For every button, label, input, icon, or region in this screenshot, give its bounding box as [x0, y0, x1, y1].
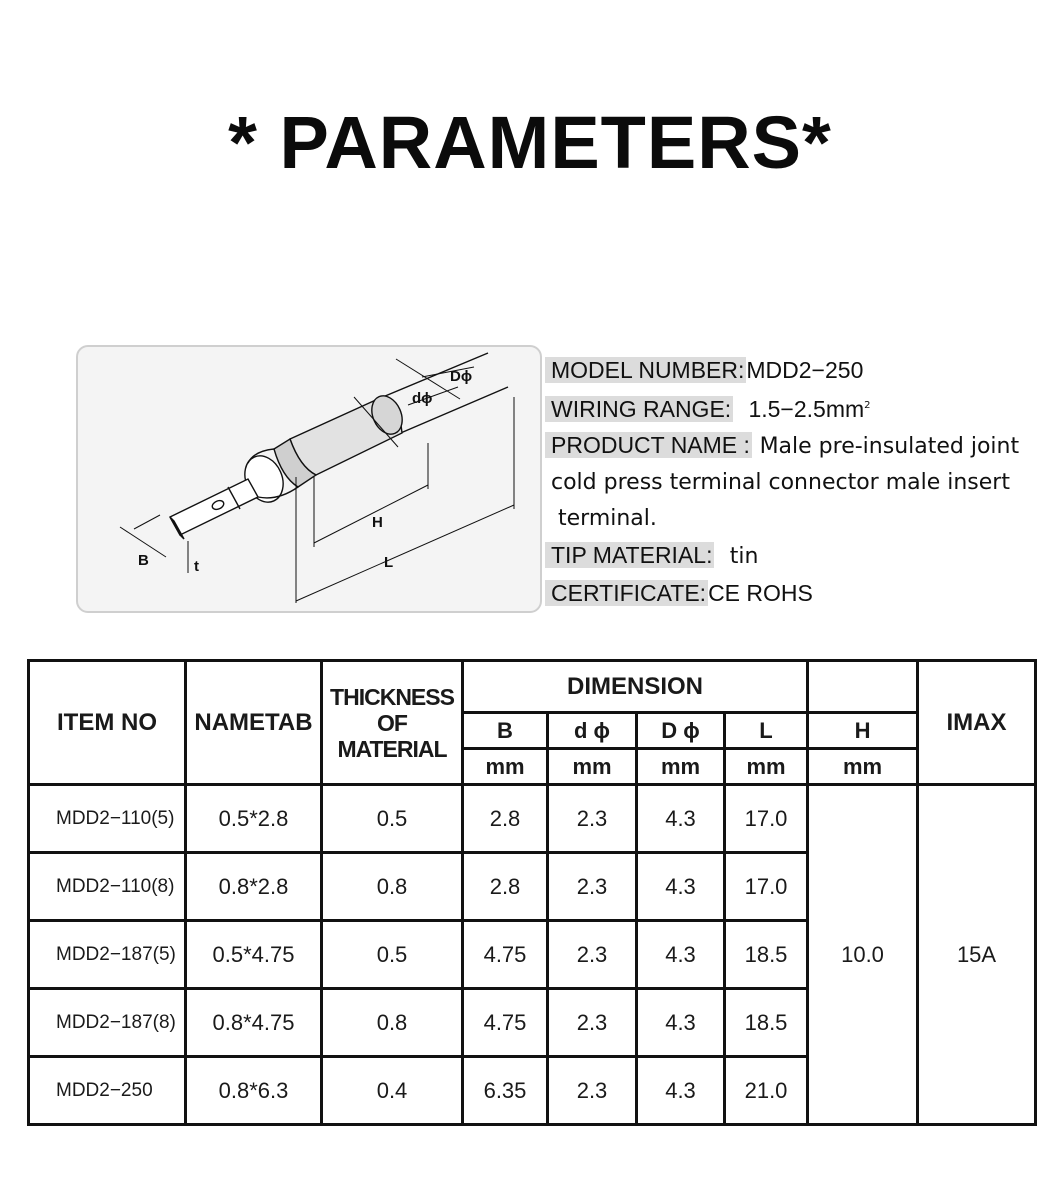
cell-D: 4.3	[637, 1057, 725, 1125]
header-D-phi: D ϕ	[637, 713, 725, 749]
header-h: H	[808, 713, 918, 749]
header-thickness-line: MATERIAL	[337, 735, 447, 762]
parameters-table	[27, 659, 1037, 1126]
header-l: L	[725, 713, 808, 749]
page-title: * PARAMETERS*	[228, 101, 832, 184]
header-dimension: DIMENSION	[463, 661, 808, 713]
cell-d: 2.3	[548, 785, 637, 853]
spec-key: TIP MATERIAL:	[545, 542, 714, 568]
cell-item: MDD2−110(5)	[29, 785, 186, 853]
header-b: B	[463, 713, 548, 749]
cell-b: 2.8	[463, 853, 548, 921]
cell-l: 18.5	[725, 989, 808, 1057]
cell-b: 6.35	[463, 1057, 548, 1125]
unit-h: mm	[808, 749, 918, 785]
spec-value: MDD2−250	[746, 357, 864, 383]
header-d-phi: d ϕ	[548, 713, 637, 749]
cell-thickness: 0.5	[322, 921, 463, 989]
cell-thickness: 0.4	[322, 1057, 463, 1125]
spec-certificate	[545, 575, 1055, 611]
cell-D: 4.3	[637, 921, 725, 989]
spec-product-name	[545, 427, 1055, 465]
cell-h: 10.0	[808, 785, 918, 1125]
cell-D: 4.3	[637, 853, 725, 921]
cell-D: 4.3	[637, 989, 725, 1057]
cell-l: 21.0	[725, 1057, 808, 1125]
spec-key: WIRING RANGE:	[545, 396, 733, 422]
cell-b: 4.75	[463, 989, 548, 1057]
cell-b: 2.8	[463, 785, 548, 853]
superscript: 2	[864, 400, 871, 411]
unit-b: mm	[463, 749, 548, 785]
label-D-phi: Dϕ	[450, 368, 473, 385]
label-H: H	[372, 514, 383, 531]
spec-list	[545, 352, 1055, 611]
cell-item: MDD2−250	[29, 1057, 186, 1125]
header-nametab: NAMETAB	[186, 661, 322, 785]
cell-l: 17.0	[725, 853, 808, 921]
spec-key: MODEL NUMBER:	[545, 357, 746, 383]
header-thickness	[322, 661, 463, 785]
label-t: t	[194, 558, 199, 575]
table-row	[29, 785, 1036, 853]
spec-value: CE ROHS	[708, 580, 813, 606]
parameters-table-wrap	[27, 659, 1037, 1126]
spec-value: 1.5−2.5mm	[748, 396, 865, 422]
cell-item: MDD2−187(5)	[29, 921, 186, 989]
spec-value: tin	[729, 544, 759, 569]
spec-product-name-cont: cold press terminal connector male insert	[551, 470, 1010, 495]
cell-thickness: 0.8	[322, 853, 463, 921]
cell-item: MDD2−187(8)	[29, 989, 186, 1057]
label-B: B	[138, 552, 149, 569]
cell-b: 4.75	[463, 921, 548, 989]
cell-d: 2.3	[548, 1057, 637, 1125]
header-thickness-line: OF	[377, 709, 407, 736]
cell-d: 2.3	[548, 989, 637, 1057]
cell-nametab: 0.8*4.75	[186, 989, 322, 1057]
cell-nametab: 0.8*6.3	[186, 1057, 322, 1125]
spec-key: CERTIFICATE:	[545, 580, 708, 606]
label-L: L	[384, 554, 394, 571]
unit-l: mm	[725, 749, 808, 785]
spec-tip-material	[545, 537, 1055, 575]
cell-d: 2.3	[548, 921, 637, 989]
cell-nametab: 0.5*2.8	[186, 785, 322, 853]
cell-nametab: 0.8*2.8	[186, 853, 322, 921]
spec-model-number	[545, 352, 1055, 388]
unit-d: mm	[548, 749, 637, 785]
unit-D: mm	[637, 749, 725, 785]
spec-value: Male pre-insulated joint	[759, 434, 1020, 459]
header-empty	[808, 661, 918, 713]
cell-item: MDD2−110(8)	[29, 853, 186, 921]
cell-l: 17.0	[725, 785, 808, 853]
cell-d: 2.3	[548, 853, 637, 921]
spec-wiring-range	[545, 388, 1055, 427]
terminal-diagram	[76, 345, 542, 613]
label-d-phi: dϕ	[412, 390, 433, 407]
spec-product-name-cont: terminal.	[558, 506, 657, 531]
header-thickness-line: THICKNESS	[330, 683, 454, 710]
cell-imax: 15A	[918, 785, 1036, 1125]
header-imax: IMAX	[918, 661, 1036, 785]
cell-l: 18.5	[725, 921, 808, 989]
cell-nametab: 0.5*4.75	[186, 921, 322, 989]
spec-key: PRODUCT NAME :	[545, 432, 752, 458]
cell-D: 4.3	[637, 785, 725, 853]
cell-thickness: 0.8	[322, 989, 463, 1057]
cell-thickness: 0.5	[322, 785, 463, 853]
header-item-no: ITEM NO	[29, 661, 186, 785]
